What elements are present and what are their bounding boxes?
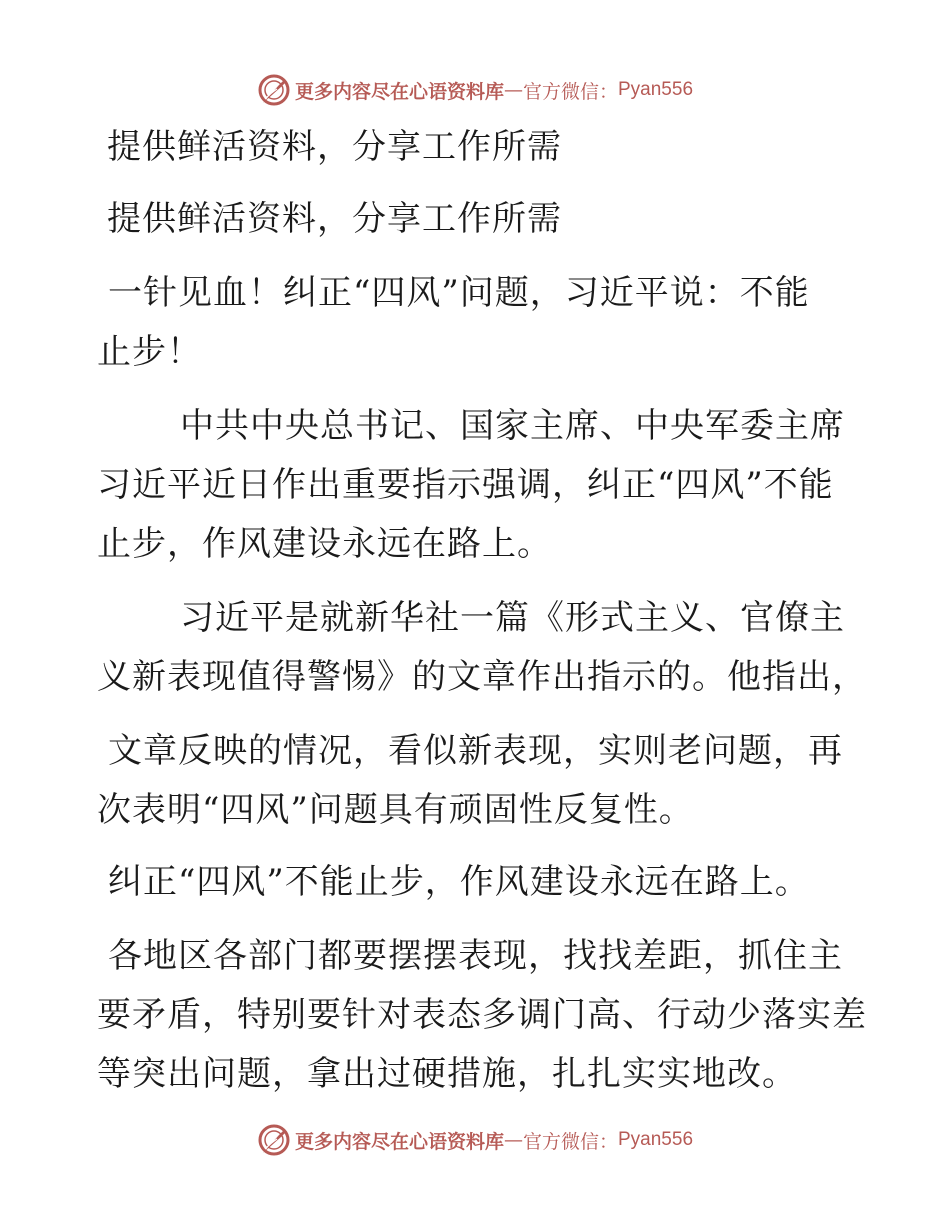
text-line: 各地区各部门都要摆摆表现，找找差距，抓住主 [108, 936, 843, 976]
text-line: 提供鲜活资料，分享工作所需 [107, 199, 562, 239]
text-line: 习近平近日作出重要指示强调，纠正“四风”不能 [97, 465, 834, 505]
watermark-wechat-id: Pyan556 [618, 79, 694, 100]
watermark-brand: 更多内容尽在心语资料库 [294, 1130, 504, 1153]
watermark-wechat-label: 官方微信： [522, 1130, 618, 1153]
text-line: 文章反映的情况，看似新表现，实则老问题，再 [108, 731, 843, 771]
pen-logo-icon [257, 73, 291, 107]
text-line: 中共中央总书记、国家主席、中央军委主席 [180, 406, 845, 446]
text-line: 一针见血！纠正“四风”问题，习近平说：不能 [108, 273, 810, 313]
text-line: 习近平是就新华社一篇《形式主义、官僚主 [180, 598, 845, 638]
watermark-wechat-label: 官方微信： [522, 80, 618, 103]
text-line: 提供鲜活资料，分享工作所需 [107, 127, 562, 167]
watermark-dash: — [503, 1129, 523, 1151]
text-line: 纠正“四风”不能止步，作风建设永远在路上。 [108, 862, 810, 902]
text-line: 要矛盾，特别要针对表态多调门高、行动少落实差 [97, 995, 867, 1035]
text-line: 止步，作风建设永远在路上。 [97, 524, 552, 564]
text-line: 次表明“四风”问题具有顽固性反复性。 [97, 790, 694, 830]
text-line: 止步！ [97, 332, 202, 372]
watermark-wechat-id: Pyan556 [618, 1129, 694, 1150]
footer-watermark [0, 1120, 950, 1160]
watermark-dash: — [503, 79, 523, 101]
header-watermark [0, 70, 950, 110]
text-line: 等突出问题，拿出过硬措施，扎扎实实地改。 [97, 1054, 797, 1094]
text-line: 义新表现值得警惕》的文章作出指示的。他指出， [97, 657, 867, 697]
watermark-brand: 更多内容尽在心语资料库 [294, 80, 504, 103]
pen-logo-icon [257, 1123, 291, 1157]
